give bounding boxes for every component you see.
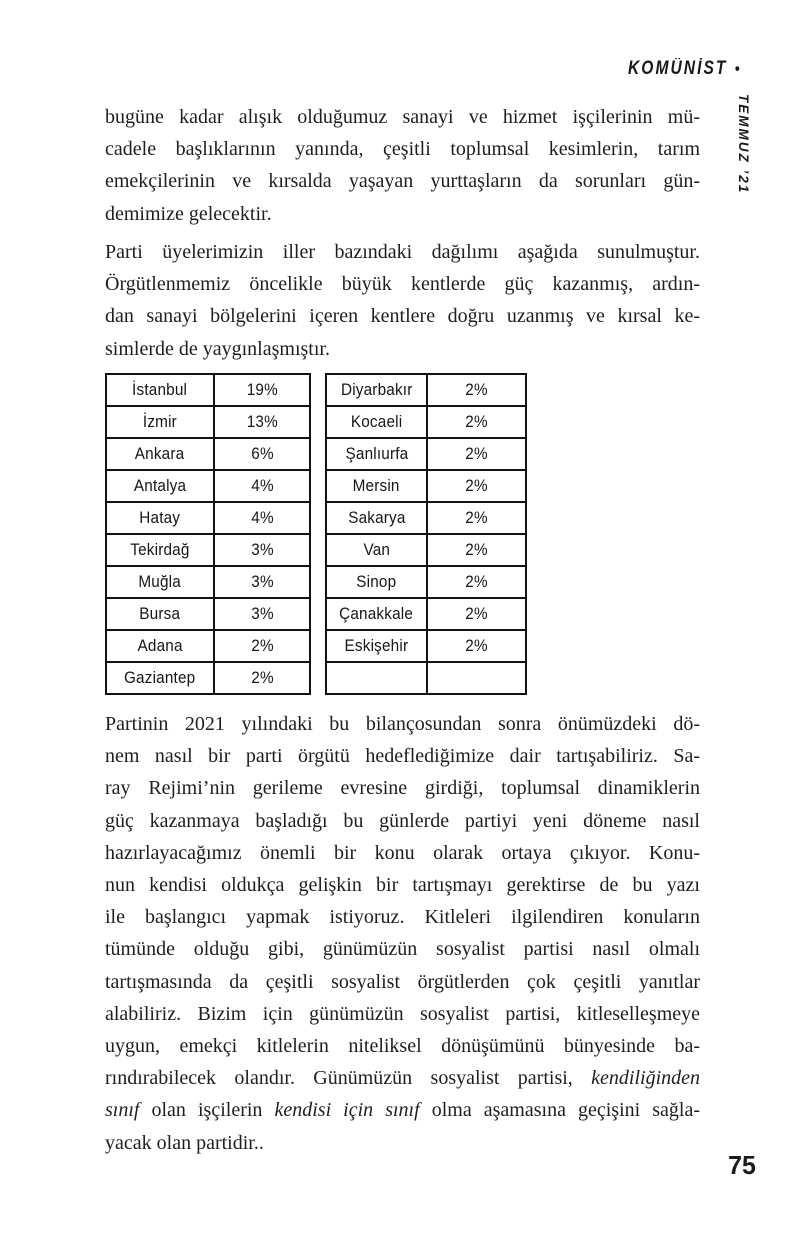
table-cell	[214, 534, 310, 566]
table-cell-text: Adana	[137, 636, 183, 655]
table-cell-text: 2%	[465, 636, 488, 655]
issue-date: TEMMUZ ’21	[736, 94, 751, 195]
table-row	[326, 406, 526, 438]
table-row	[106, 470, 310, 502]
page-number: 75	[728, 1150, 756, 1180]
table-cell	[106, 470, 214, 502]
text-segment: simlerde de yaygınlaşmıştır.	[105, 337, 330, 360]
text-line	[105, 236, 700, 268]
table-row	[106, 566, 310, 598]
text-line	[105, 101, 700, 133]
table-cell-text: Gaziantep	[124, 668, 196, 687]
text-segment: Örgütlenmemiz öncelikle büyük kentlerde güç kazanmış, ardın-	[105, 273, 700, 296]
table-cell	[427, 374, 526, 406]
text-line	[105, 933, 700, 965]
table-cell	[326, 566, 427, 598]
table-cell-text: 4%	[250, 476, 274, 495]
table-cell-text: 2%	[465, 444, 488, 463]
table-cell-text: İzmir	[142, 412, 178, 431]
text-segment: ray Rejimi’nin gerileme evresine girdiği, toplumsal dinamiklerin	[105, 777, 700, 800]
table-cell-text: 13%	[246, 412, 278, 431]
text-segment: dan sanayi bölgelerini içeren kentlere doğru uzanmış ve kırsal ke-	[105, 305, 700, 328]
table-cell	[427, 598, 526, 630]
masthead-title: KOMÜNİST	[628, 58, 728, 79]
table-cell	[106, 534, 214, 566]
table-cell	[214, 502, 310, 534]
body-paragraph-3	[105, 708, 700, 1159]
text-line	[105, 198, 700, 230]
table-cell	[326, 470, 427, 502]
table-cell-text: Tekirdağ	[130, 540, 190, 559]
table-cell-text: Şanlıurfa	[345, 444, 408, 463]
emphasized-text: kendisi için sınıf	[274, 1099, 420, 1122]
table-cell-text: Diyarbakır	[340, 380, 413, 399]
table-cell	[427, 502, 526, 534]
text-line	[105, 837, 700, 869]
text-line	[105, 1094, 700, 1126]
table-cell-text: 4%	[250, 508, 274, 527]
table-row	[326, 534, 526, 566]
table-cell-text: 3%	[250, 572, 274, 591]
table-row	[326, 438, 526, 470]
text-segment: emekçilerinin ve kırsalda yaşayan yurttaşların da sorunları gün-	[105, 170, 700, 193]
text-segment: nun kendisi oldukça gelişkin bir tartışmayı gerektirse de bu yazı	[105, 874, 700, 897]
table-cell	[214, 470, 310, 502]
table-cell	[214, 438, 310, 470]
text-segment: cadele başlıklarının yanında, çeşitli toplumsal kesimlerin, tarım	[105, 138, 700, 161]
bullet-icon: •	[735, 59, 742, 78]
table-row	[106, 406, 310, 438]
text-line	[105, 805, 700, 837]
table-cell	[326, 630, 427, 662]
table-row	[106, 662, 310, 694]
text-line	[105, 869, 700, 901]
table-cell-text: 3%	[250, 604, 274, 623]
table-cell	[106, 598, 214, 630]
text-segment: ile başlangıcı yapmak istiyoruz. Kitleleri ilgilendiren konuların	[105, 906, 700, 929]
table-cell	[326, 374, 427, 406]
table-row	[106, 598, 310, 630]
table-cell	[326, 502, 427, 534]
membership-distribution-tables	[105, 373, 527, 695]
text-segment: hazırlayacağımız önemli bir konu olarak ortaya çıkıyor. Konu-	[105, 841, 700, 864]
text-segment: tümünde olduğu gibi, günümüzün sosyalist partisi nasıl olmalı	[105, 938, 700, 961]
text-line	[105, 165, 700, 197]
table-cell	[427, 438, 526, 470]
table-cell	[427, 630, 526, 662]
table-cell	[326, 662, 427, 694]
body-paragraph-2	[105, 236, 700, 365]
table-cell-text: İstanbul	[132, 380, 188, 399]
table-cell-text: 2%	[465, 604, 488, 623]
table-cell	[214, 374, 310, 406]
table-cell-text: 6%	[250, 444, 274, 463]
text-line	[105, 1127, 700, 1159]
table-cell-text: Çanakkale	[339, 604, 414, 623]
table-cell-text: 2%	[465, 476, 488, 495]
table-cell-text: Van	[363, 540, 390, 559]
table-row	[106, 502, 310, 534]
text-segment: bugüne kadar alışık olduğumuz sanayi ve hizmet işçilerinin mü-	[105, 106, 700, 128]
table-cell-text: 2%	[465, 540, 488, 559]
table-cell	[427, 406, 526, 438]
table-cell	[106, 502, 214, 534]
table-cell-text: Hatay	[139, 508, 181, 527]
text-line	[105, 133, 700, 165]
text-segment: tartışmasında da çeşitli sosyalist örgütlerden çok çeşitli yanıtlar	[105, 970, 700, 993]
table-cell	[106, 438, 214, 470]
table-cell-text: 2%	[250, 636, 274, 655]
text-line	[105, 740, 700, 772]
table-cell	[326, 534, 427, 566]
table-cell	[427, 662, 526, 694]
text-segment: uygun, emekçi kitlelerin niteliksel dönüşümünü bünyesinde ba-	[105, 1035, 700, 1058]
text-segment: olan işçilerin	[139, 1099, 275, 1122]
table-cell-text: Bursa	[139, 604, 181, 623]
table-row	[326, 566, 526, 598]
table-cell-text: 19%	[246, 380, 278, 399]
table-cell-text: Eskişehir	[344, 636, 409, 655]
table-cell-text: Sinop	[356, 572, 397, 591]
table-row	[326, 470, 526, 502]
table-cell	[326, 438, 427, 470]
table-row	[326, 502, 526, 534]
table-row	[106, 438, 310, 470]
text-segment: yacak olan partidir..	[105, 1131, 264, 1154]
text-segment: olma aşamasına geçişini sağla-	[419, 1099, 701, 1122]
table-cell-text: 2%	[465, 508, 488, 527]
text-line	[105, 966, 700, 998]
table-row	[326, 598, 526, 630]
table-cell-text: Ankara	[135, 444, 185, 463]
text-line	[105, 772, 700, 804]
table-row	[106, 534, 310, 566]
text-segment: güç kazanmaya başladığı bu günlerde partiyi yeni döneme nasıl	[105, 809, 700, 832]
table-cell-text: 3%	[250, 540, 274, 559]
table-cell	[326, 598, 427, 630]
text-line	[105, 268, 700, 300]
table-cell	[214, 630, 310, 662]
text-segment: Partinin 2021 yılındaki bu bilançosundan sonra önümüzdeki dö-	[105, 713, 700, 735]
text-line	[105, 300, 700, 332]
text-line	[105, 901, 700, 933]
table-cell	[106, 630, 214, 662]
table-cell-text: 2%	[250, 668, 274, 687]
table-cell	[326, 406, 427, 438]
table-cell	[214, 406, 310, 438]
table-cell-text: Muğla	[138, 572, 182, 591]
text-segment: alabiliriz. Bizim için günümüzün sosyalist partisi, kitleselleşmeye	[105, 1002, 700, 1025]
table-cell-text: 2%	[465, 572, 488, 591]
emphasized-text: sınıf	[105, 1099, 140, 1122]
text-line	[105, 998, 700, 1030]
table-cell-text: Antalya	[133, 476, 187, 495]
table-cell	[106, 662, 214, 694]
table-cell	[214, 598, 310, 630]
table-cell	[106, 406, 214, 438]
text-segment: rındırabilecek olandır. Günümüzün sosyalist partisi,	[105, 1067, 592, 1090]
membership-table-right	[325, 373, 527, 695]
text-segment: Parti üyelerimizin iller bazındaki dağılımı aşağıda sunulmuştur.	[105, 241, 700, 263]
table-row	[106, 630, 310, 662]
table-cell-text: Mersin	[353, 476, 400, 495]
table-cell	[106, 374, 214, 406]
table-cell	[214, 566, 310, 598]
table-row	[106, 374, 310, 406]
text-line	[105, 1030, 700, 1062]
text-line	[105, 1062, 700, 1094]
table-cell	[427, 566, 526, 598]
membership-table-left	[105, 373, 311, 695]
text-line	[105, 708, 700, 740]
table-cell	[427, 534, 526, 566]
table-cell-text: Kocaeli	[350, 412, 403, 431]
table-row	[326, 630, 526, 662]
text-line	[105, 333, 700, 365]
body-paragraph-1	[105, 101, 700, 230]
table-row	[326, 662, 526, 694]
table-cell	[106, 566, 214, 598]
table-row	[326, 374, 526, 406]
masthead	[628, 58, 742, 80]
emphasized-text: kendiliğinden	[591, 1067, 700, 1090]
text-segment: nem nasıl bir parti örgütü hedeflediğimize dair tartışabiliriz. Sa-	[105, 745, 700, 768]
table-cell	[214, 662, 310, 694]
table-cell-text: 2%	[465, 380, 488, 399]
table-cell-text: Sakarya	[347, 508, 406, 527]
table-cell-text: 2%	[465, 412, 488, 431]
text-segment: demimize gelecektir.	[105, 202, 272, 225]
table-cell	[427, 470, 526, 502]
